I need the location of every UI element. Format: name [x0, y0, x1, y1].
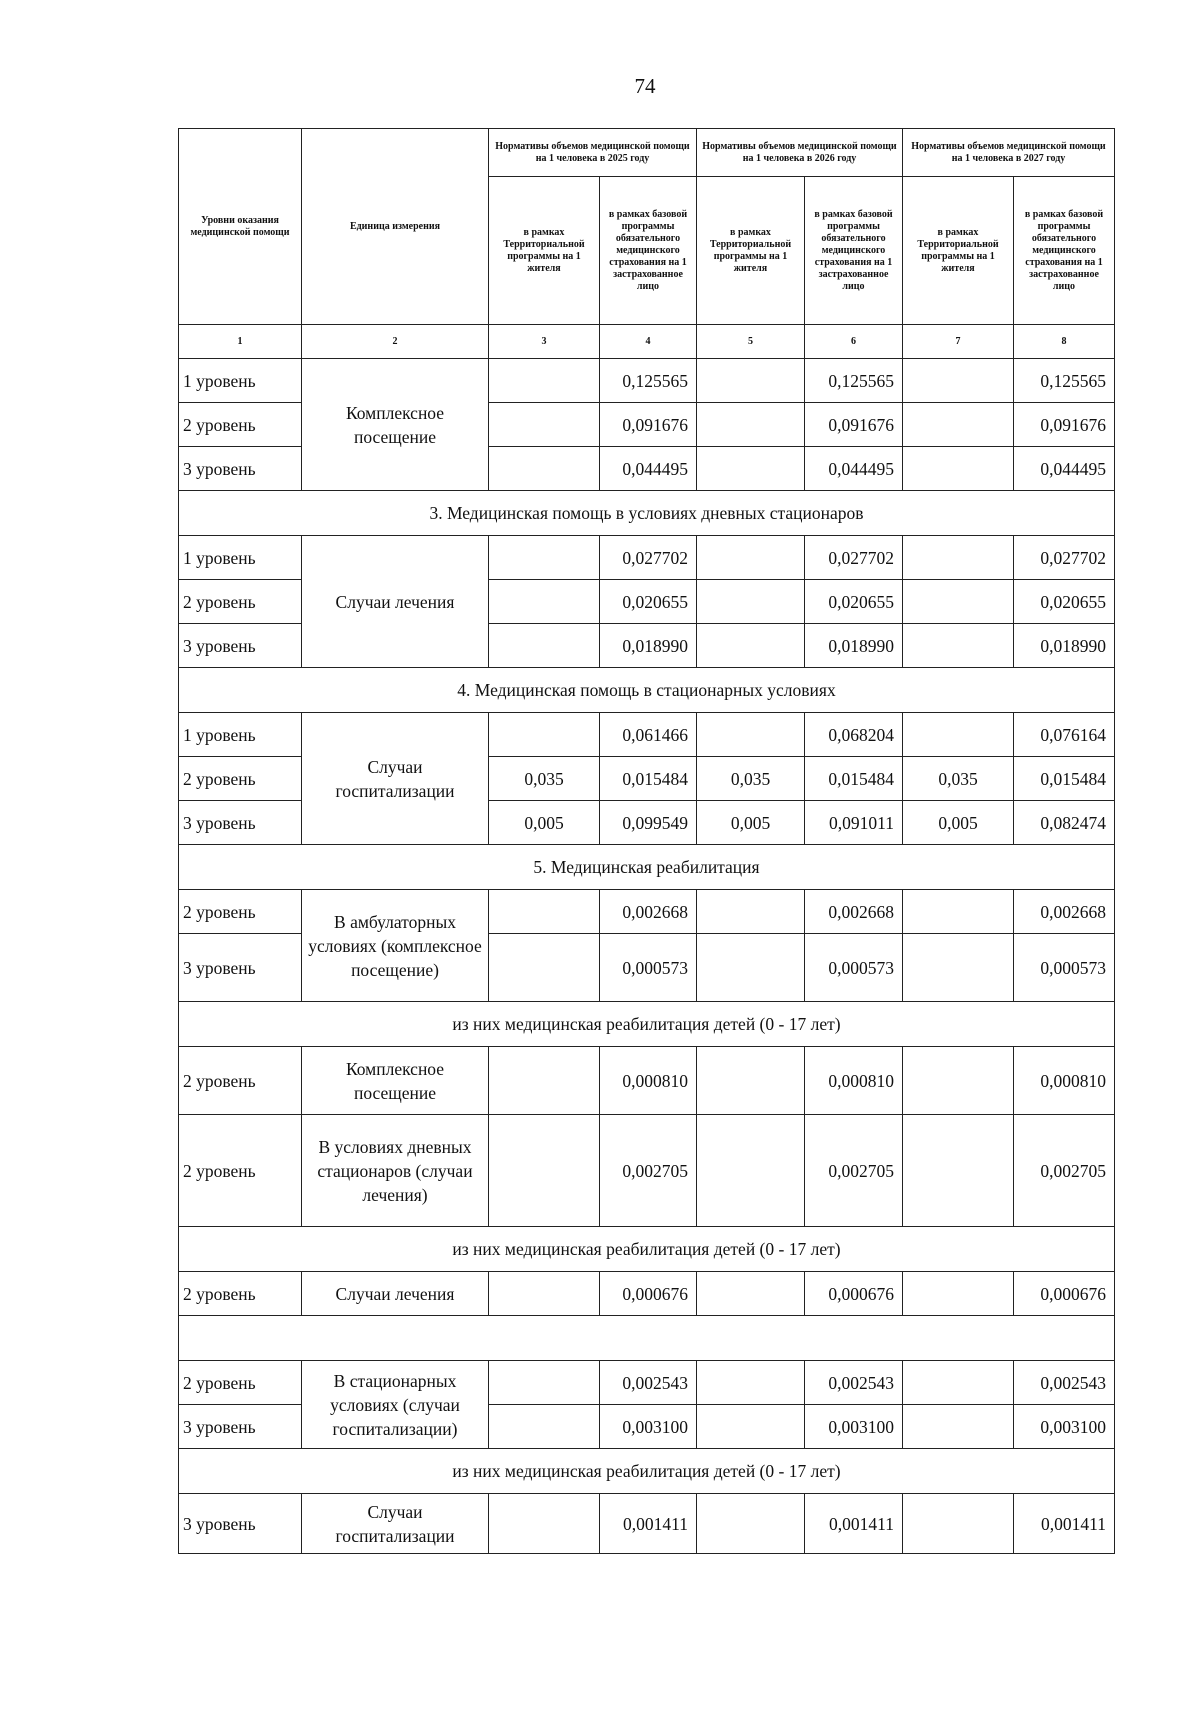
territorial-value-cell — [903, 1115, 1014, 1227]
norms-table — [178, 128, 1115, 1554]
section-title: 4. Медицинская помощь в стационарных условиях — [179, 668, 1115, 713]
column-number-row — [179, 325, 1115, 359]
column-number: 7 — [903, 325, 1014, 359]
oms-value-cell: 0,082474 — [1014, 801, 1115, 845]
territorial-value-cell: 0,005 — [489, 801, 600, 845]
column-number: 4 — [600, 325, 697, 359]
unit-cell: Комплексное посещение — [302, 359, 489, 491]
oms-value-cell: 0,061466 — [600, 713, 697, 757]
territorial-value-cell — [903, 1494, 1014, 1554]
territorial-value-cell — [697, 1115, 805, 1227]
level-cell: 2 уровень — [179, 890, 302, 934]
table-header — [179, 129, 1115, 359]
territorial-value-cell — [903, 447, 1014, 491]
header-group-2026: Нормативы объемов медицинской помощи на 1 человека в 2026 году — [697, 129, 903, 177]
oms-value-cell: 0,027702 — [600, 536, 697, 580]
oms-value-cell: 0,002705 — [600, 1115, 697, 1227]
territorial-value-cell — [903, 890, 1014, 934]
territorial-value-cell — [697, 890, 805, 934]
territorial-value-cell — [697, 1047, 805, 1115]
oms-value-cell: 0,020655 — [805, 580, 903, 624]
territorial-value-cell — [489, 403, 600, 447]
territorial-value-cell — [489, 713, 600, 757]
territorial-value-cell — [697, 403, 805, 447]
column-number: 1 — [179, 325, 302, 359]
oms-value-cell: 0,000573 — [1014, 934, 1115, 1002]
territorial-value-cell: 0,005 — [697, 801, 805, 845]
territorial-value-cell — [903, 1047, 1014, 1115]
territorial-value-cell — [489, 359, 600, 403]
column-number: 3 — [489, 325, 600, 359]
level-cell: 3 уровень — [179, 624, 302, 668]
unit-cell: В стационарных условиях (случаи госпитализации) — [302, 1361, 489, 1449]
oms-value-cell: 0,002543 — [1014, 1361, 1115, 1405]
level-cell: 2 уровень — [179, 757, 302, 801]
territorial-value-cell — [489, 1405, 600, 1449]
territorial-value-cell — [903, 1361, 1014, 1405]
header-territorial-2026: в рамках Территориальной программы на 1 жителя — [697, 177, 805, 325]
territorial-value-cell — [489, 1272, 600, 1316]
oms-value-cell: 0,044495 — [1014, 447, 1115, 491]
territorial-value-cell — [903, 713, 1014, 757]
oms-value-cell: 0,001411 — [600, 1494, 697, 1554]
level-cell: 1 уровень — [179, 359, 302, 403]
level-cell: 1 уровень — [179, 536, 302, 580]
section-title: 3. Медицинская помощь в условиях дневных стационаров — [179, 491, 1115, 536]
oms-value-cell: 0,015484 — [805, 757, 903, 801]
oms-value-cell: 0,002705 — [805, 1115, 903, 1227]
level-cell: 3 уровень — [179, 447, 302, 491]
territorial-value-cell — [697, 624, 805, 668]
table-row — [179, 713, 1115, 757]
territorial-value-cell — [489, 1047, 600, 1115]
oms-value-cell: 0,020655 — [600, 580, 697, 624]
level-cell: 2 уровень — [179, 1115, 302, 1227]
oms-value-cell: 0,018990 — [805, 624, 903, 668]
column-number: 5 — [697, 325, 805, 359]
section-title-row — [179, 1227, 1115, 1272]
territorial-value-cell — [489, 536, 600, 580]
table-row — [179, 1115, 1115, 1227]
oms-value-cell: 0,015484 — [1014, 757, 1115, 801]
oms-value-cell: 0,044495 — [805, 447, 903, 491]
section-title-row — [179, 1449, 1115, 1494]
unit-cell: Случаи лечения — [302, 1272, 489, 1316]
header-unit: Единица измерения — [302, 129, 489, 325]
territorial-value-cell — [489, 890, 600, 934]
territorial-value-cell — [489, 624, 600, 668]
territorial-value-cell — [903, 1272, 1014, 1316]
header-oms-2027: в рамках базовой программы обязательного медицинского страхования на 1 застрахованное лицо — [1014, 177, 1115, 325]
territorial-value-cell — [697, 536, 805, 580]
oms-value-cell: 0,003100 — [600, 1405, 697, 1449]
oms-value-cell: 0,000676 — [805, 1272, 903, 1316]
territorial-value-cell — [903, 624, 1014, 668]
oms-value-cell: 0,044495 — [600, 447, 697, 491]
oms-value-cell: 0,027702 — [805, 536, 903, 580]
oms-value-cell: 0,020655 — [1014, 580, 1115, 624]
section-title-row — [179, 1002, 1115, 1047]
section-title: из них медицинская реабилитация детей (0 - 17 лет) — [179, 1449, 1115, 1494]
section-title-row — [179, 668, 1115, 713]
page-number: 74 — [634, 74, 656, 98]
territorial-value-cell — [697, 447, 805, 491]
territorial-value-cell — [697, 1272, 805, 1316]
unit-cell: В условиях дневных стационаров (случаи лечения) — [302, 1115, 489, 1227]
column-number: 8 — [1014, 325, 1115, 359]
territorial-value-cell — [489, 934, 600, 1002]
territorial-value-cell: 0,035 — [489, 757, 600, 801]
section-title-row — [179, 491, 1115, 536]
table-row — [179, 890, 1115, 934]
territorial-value-cell: 0,035 — [903, 757, 1014, 801]
oms-value-cell: 0,125565 — [1014, 359, 1115, 403]
oms-value-cell: 0,125565 — [600, 359, 697, 403]
territorial-value-cell — [903, 359, 1014, 403]
oms-value-cell: 0,001411 — [805, 1494, 903, 1554]
header-territorial-2027: в рамках Территориальной программы на 1 жителя — [903, 177, 1014, 325]
territorial-value-cell — [903, 536, 1014, 580]
oms-value-cell: 0,018990 — [600, 624, 697, 668]
header-levels: Уровни оказания медицинской помощи — [179, 129, 302, 325]
oms-value-cell: 0,000676 — [1014, 1272, 1115, 1316]
territorial-value-cell — [697, 1361, 805, 1405]
territorial-value-cell — [489, 447, 600, 491]
territorial-value-cell — [903, 1405, 1014, 1449]
level-cell: 2 уровень — [179, 580, 302, 624]
oms-value-cell: 0,091676 — [805, 403, 903, 447]
level-cell: 3 уровень — [179, 801, 302, 845]
unit-cell: Случаи госпитализации — [302, 1494, 489, 1554]
oms-value-cell: 0,002705 — [1014, 1115, 1115, 1227]
unit-cell: Комплексное посещение — [302, 1047, 489, 1115]
territorial-value-cell — [489, 580, 600, 624]
territorial-value-cell — [903, 403, 1014, 447]
territorial-value-cell — [697, 359, 805, 403]
oms-value-cell: 0,018990 — [1014, 624, 1115, 668]
oms-value-cell: 0,003100 — [1014, 1405, 1115, 1449]
level-cell: 2 уровень — [179, 403, 302, 447]
oms-value-cell: 0,000810 — [805, 1047, 903, 1115]
table-row — [179, 1494, 1115, 1554]
oms-value-cell: 0,002668 — [1014, 890, 1115, 934]
territorial-value-cell — [697, 713, 805, 757]
header-group-2025: Нормативы объемов медицинской помощи на 1 человека в 2025 году — [489, 129, 697, 177]
oms-value-cell: 0,002543 — [805, 1361, 903, 1405]
section-title: из них медицинская реабилитация детей (0 - 17 лет) — [179, 1227, 1115, 1272]
territorial-value-cell — [697, 934, 805, 1002]
oms-value-cell: 0,000676 — [600, 1272, 697, 1316]
oms-value-cell: 0,002543 — [600, 1361, 697, 1405]
level-cell: 2 уровень — [179, 1047, 302, 1115]
unit-cell: В амбулаторных условиях (комплексное посещение) — [302, 890, 489, 1002]
territorial-value-cell — [489, 1494, 600, 1554]
table-row — [179, 1272, 1115, 1316]
oms-value-cell: 0,091676 — [1014, 403, 1115, 447]
table-row — [179, 1047, 1115, 1115]
table-row — [179, 359, 1115, 403]
oms-value-cell: 0,000810 — [1014, 1047, 1115, 1115]
oms-value-cell: 0,076164 — [1014, 713, 1115, 757]
header-oms-2025: в рамках базовой программы обязательного медицинского страхования на 1 застрахованное лицо — [600, 177, 697, 325]
level-cell: 3 уровень — [179, 1494, 302, 1554]
territorial-value-cell — [489, 1115, 600, 1227]
section-title-row — [179, 1316, 1115, 1361]
unit-cell: Случаи госпитализации — [302, 713, 489, 845]
oms-value-cell: 0,091011 — [805, 801, 903, 845]
column-number: 6 — [805, 325, 903, 359]
oms-value-cell: 0,068204 — [805, 713, 903, 757]
unit-cell: Случаи лечения — [302, 536, 489, 668]
oms-value-cell: 0,003100 — [805, 1405, 903, 1449]
table-row — [179, 536, 1115, 580]
oms-value-cell: 0,099549 — [600, 801, 697, 845]
oms-value-cell: 0,000573 — [600, 934, 697, 1002]
section-title — [179, 1316, 1115, 1361]
level-cell: 3 уровень — [179, 934, 302, 1002]
oms-value-cell: 0,000810 — [600, 1047, 697, 1115]
territorial-value-cell — [697, 1494, 805, 1554]
section-title: из них медицинская реабилитация детей (0 - 17 лет) — [179, 1002, 1115, 1047]
header-group-2027: Нормативы объемов медицинской помощи на 1 человека в 2027 году — [903, 129, 1115, 177]
header-territorial-2025: в рамках Территориальной программы на 1 жителя — [489, 177, 600, 325]
section-title: 5. Медицинская реабилитация — [179, 845, 1115, 890]
territorial-value-cell — [489, 1361, 600, 1405]
level-cell: 2 уровень — [179, 1361, 302, 1405]
level-cell: 1 уровень — [179, 713, 302, 757]
oms-value-cell: 0,002668 — [600, 890, 697, 934]
oms-value-cell: 0,125565 — [805, 359, 903, 403]
territorial-value-cell: 0,005 — [903, 801, 1014, 845]
level-cell: 3 уровень — [179, 1405, 302, 1449]
territorial-value-cell — [697, 1405, 805, 1449]
oms-value-cell: 0,015484 — [600, 757, 697, 801]
oms-value-cell: 0,091676 — [600, 403, 697, 447]
territorial-value-cell — [697, 580, 805, 624]
oms-value-cell: 0,000573 — [805, 934, 903, 1002]
oms-value-cell: 0,001411 — [1014, 1494, 1115, 1554]
column-number: 2 — [302, 325, 489, 359]
table-row — [179, 1361, 1115, 1405]
territorial-value-cell — [903, 934, 1014, 1002]
table-body — [179, 359, 1115, 1554]
section-title-row — [179, 845, 1115, 890]
oms-value-cell: 0,027702 — [1014, 536, 1115, 580]
oms-value-cell: 0,002668 — [805, 890, 903, 934]
territorial-value-cell — [903, 580, 1014, 624]
level-cell: 2 уровень — [179, 1272, 302, 1316]
territorial-value-cell: 0,035 — [697, 757, 805, 801]
header-oms-2026: в рамках базовой программы обязательного медицинского страхования на 1 застрахованное лицо — [805, 177, 903, 325]
